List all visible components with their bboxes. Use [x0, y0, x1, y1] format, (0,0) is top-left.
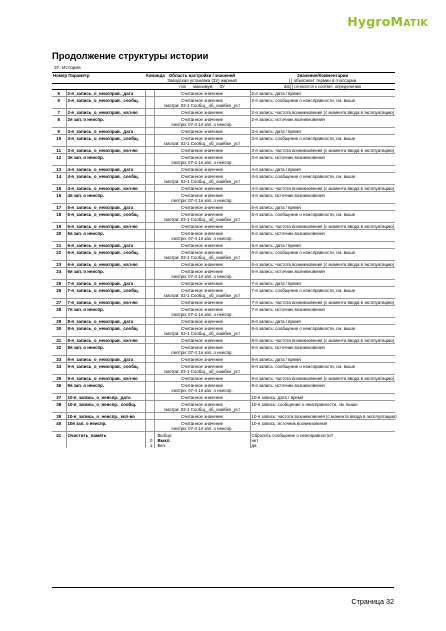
row-area: Считанное значение: [154, 382, 250, 389]
row-area: Считанное значение: [154, 280, 250, 287]
row-parameter: 4-я_запись_о_неисправ._дата: [66, 166, 145, 173]
row-parameter: 6я зап. о неиспр.: [66, 268, 145, 275]
row-parameter: 8-я_запись_о_неисправ._кол-во: [66, 337, 145, 344]
row-value: 5-я запись: сообщение о неисправности, см. выше: [250, 211, 395, 218]
row-value: 7-я запись: сообщение о неисправности, см. выше: [250, 287, 395, 294]
table-row: [52, 413, 395, 420]
row-value: 10-я запись: дата / время: [250, 394, 395, 401]
row-number: 30: [52, 325, 66, 332]
row-number: 35: [52, 375, 66, 382]
row-parameter: 5-я_запись_о_неисправ._кол-во: [66, 223, 145, 230]
row-area: Считанное значение: [154, 394, 250, 401]
table-row: [52, 356, 395, 363]
row-value: 10-я запись: источник возникновения: [250, 420, 395, 427]
row-number: 19: [52, 223, 66, 230]
row-parameter: 7я зап. о неиспр.: [66, 306, 145, 313]
row-value: 3-я запись: частота возникновения (с момента ввода в эксплуатацию): [251, 148, 395, 153]
row-number: 8: [52, 116, 66, 123]
row-area: Считанное значение: [154, 363, 250, 370]
row-parameter: 7-я_запись_о_неисправ._дата: [66, 280, 145, 287]
row-number: 34: [52, 363, 66, 370]
row-number: [52, 443, 66, 448]
row-parameter: 3-я_запись_о_неисправ._кол-во: [66, 147, 145, 154]
row-command: [145, 394, 154, 401]
row-value: 6-я запись: частота возникновения (с момента ввода в эксплуатацию): [251, 262, 395, 267]
row-command: [145, 185, 154, 192]
row-command: [145, 280, 154, 287]
row-command: [145, 90, 154, 97]
row-value: 9-я запись: частота возникновения (с момента ввода в эксплуатацию): [251, 376, 395, 381]
row-value: 10-я запись: сообщение о неисправности, см. выше: [250, 401, 395, 408]
row-area-reference: смотри: 07-4 1я зап. о неиспр.: [154, 350, 250, 356]
row-area: Считанное значение: [154, 413, 250, 420]
table-row: [52, 337, 395, 344]
row-value: 7-я запись: источник возникновения: [250, 306, 395, 313]
row-number: 38: [52, 401, 66, 408]
row-command: [145, 204, 154, 211]
row-number: 41: [52, 432, 66, 439]
row-area: Считанное значение: [154, 192, 250, 199]
row-area-reference: смотри: 02-1 Сообщ._об_ошибке_уст: [154, 103, 250, 109]
row-area-reference: смотри: 07-4 1я зап. о неиспр.: [154, 426, 250, 432]
table-row: [52, 109, 395, 116]
row-number: 39: [52, 413, 66, 420]
row-area: Считанное значение: [154, 154, 250, 161]
row-number: 32: [52, 344, 66, 351]
row-value: 4-я запись: частота возникновения (с момента ввода в эксплуатацию): [251, 186, 395, 191]
row-area-reference: смотри: 02-1 Сообщ._об_ошибке_уст: [154, 369, 250, 375]
row-value: 2-я запись: сообщение о неисправности, см. выше: [250, 97, 395, 104]
row-value: 9-я запись: дата / время: [250, 356, 395, 363]
row-value: 8-я запись: сообщение о неисправности, см. выше: [250, 325, 395, 332]
row-area: Считанное значение: [154, 325, 250, 332]
row-parameter: 9я зап. о неиспр.: [66, 382, 145, 389]
row-option-label: Вкл.: [154, 443, 250, 448]
row-parameter: 4я зап. о неиспр.: [66, 192, 145, 199]
row-area-reference: смотри: 07-4 1я зап. о неиспр.: [154, 388, 250, 394]
row-command: [145, 109, 154, 116]
row-area: Считанное значение: [154, 185, 250, 192]
row-value: 4-я запись: дата / время: [250, 166, 395, 173]
row-parameter: 5-я_запись_о_неисправ._сообщ.: [66, 211, 145, 218]
row-value: 5-я запись: частота возникновения (с момента ввода в эксплуатацию): [251, 224, 395, 229]
row-value: Сбросить сообщение о неисправности?: [250, 432, 395, 439]
table-row-option: [52, 443, 395, 448]
row-parameter: 2я зап. о неиспр.: [66, 116, 145, 123]
row-area-reference: смотри: 02-1 Сообщ._об_ошибке_уст: [154, 293, 250, 299]
history-structure-table: [52, 72, 395, 448]
header-value: Значение/Комментарии [ ] объясняет термин в глоссарии: [250, 73, 395, 84]
row-number: 12: [52, 154, 66, 161]
row-parameter: 9-я_запись_о_неисправ._кол-во: [66, 375, 145, 382]
row-value: 8-я запись: частота возникновения (с момента ввода в эксплуатацию): [251, 338, 395, 343]
row-area-reference: смотри: 02-1 Сообщ._об_ошибке_уст: [154, 255, 250, 261]
row-command: [145, 375, 154, 382]
row-number: 29: [52, 318, 66, 325]
row-number: 25: [52, 280, 66, 287]
table-row: [52, 128, 395, 135]
row-parameter: 9-я_запись_о_неисправ._дата: [66, 356, 145, 363]
row-value: 2-я запись: источник возникновения: [250, 116, 395, 123]
row-number: 40: [52, 420, 66, 427]
row-parameter: 3-я_запись_о_неисправ._дата: [66, 128, 145, 135]
row-parameter: 5-я_запись_о_неисправ._дата: [66, 204, 145, 211]
row-area-reference: смотри: 02-1 Сообщ._об_ошибке_уст: [154, 217, 250, 223]
row-number: 10: [52, 135, 66, 142]
row-area-reference: смотри: 07-4 1я зап. о неиспр.: [154, 274, 250, 280]
row-value: 9-я запись: сообщение о неисправности, см. выше: [250, 363, 395, 370]
row-parameter: 2-я_запись_о_неисправ._сообщ.: [66, 97, 145, 104]
row-value: 6-я запись: источник возникновения: [250, 268, 395, 275]
row-number: 31: [52, 337, 66, 344]
row-parameter: 4-я_запись_о_неисправ._сообщ.: [66, 173, 145, 180]
row-number: 23: [52, 261, 66, 268]
row-value: 9-я запись: источник возникновения: [250, 382, 395, 389]
row-number: 28: [52, 306, 66, 313]
row-value: нет: [250, 438, 395, 443]
row-parameter: 9-я_запись_о_неисправ._сообщ.: [66, 363, 145, 370]
row-area: Считанное значение: [154, 356, 250, 363]
row-parameter: 10-я_запись_о_неиспр._дата: [66, 394, 145, 401]
row-area: Считанное значение: [154, 299, 250, 306]
row-command: [145, 147, 154, 154]
row-area: Считанное значение: [154, 249, 250, 256]
row-area-reference: смотри: 02-1 Сообщ._об_ошибке_уст: [154, 141, 250, 147]
row-value: да: [250, 443, 395, 448]
row-number: 14: [52, 173, 66, 180]
row-number: 36: [52, 382, 66, 389]
row-value: 6-я запись: дата / время: [250, 242, 395, 249]
row-area: Считанное значение: [154, 287, 250, 294]
header-command: Команда: [145, 73, 154, 84]
row-value: 8-я запись: дата / время: [250, 318, 395, 325]
section-label: 37. История: [54, 66, 81, 71]
row-area: Считанное значение: [154, 337, 250, 344]
row-value: 7-я запись: дата / время: [250, 280, 395, 287]
row-parameter: 6-я_запись_о_неисправ._кол-во: [66, 261, 145, 268]
row-command: [145, 223, 154, 230]
row-value: 10-я запись: частота возникновения (с момента ввода в эксплуатацию): [251, 414, 397, 419]
row-value: 4-я запись: источник возникновения: [250, 192, 395, 199]
row-option-label: Выбор:: [154, 432, 250, 439]
row-area: Считанное значение: [154, 204, 250, 211]
row-parameter: 8я зап. о неиспр.: [66, 344, 145, 351]
row-number: 24: [52, 268, 66, 275]
row-area: Считанное значение: [154, 128, 250, 135]
row-area-reference: смотри: 07-4 1я зап. о неиспр.: [154, 160, 250, 166]
row-parameter: 5я зап. о неиспр.: [66, 230, 145, 237]
row-command: [145, 242, 154, 249]
row-area: Считанное значение: [154, 116, 250, 123]
page-title: Продолжение структуры истории: [52, 50, 209, 61]
row-command: [145, 261, 154, 268]
row-number: 27: [52, 299, 66, 306]
row-parameter: 6-я_запись_о_неисправ._дата: [66, 242, 145, 249]
row-parameter: 10-я_запись_о_неиспр._сообщ.: [66, 401, 145, 408]
row-parameter: 8-я_запись_о_неисправ._сообщ: [66, 325, 145, 332]
row-value: 4-я запись: сообщение о неисправности, см. выше: [250, 173, 395, 180]
row-number: 20: [52, 230, 66, 237]
row-area: Считанное значение: [154, 261, 250, 268]
row-command: [145, 166, 154, 173]
table-row: [52, 166, 395, 173]
row-number: 22: [52, 249, 66, 256]
row-area: Считанное значение: [154, 147, 250, 154]
table-row: [52, 147, 395, 154]
row-value: 3-я запись: источник возникновения: [250, 154, 395, 161]
row-area: Считанное значение: [154, 230, 250, 237]
row-option-label: Выкл.: [154, 438, 250, 443]
header-number-parameter: Номер Параметр: [52, 73, 145, 84]
table-row: [52, 223, 395, 230]
row-number: 16: [52, 192, 66, 199]
page-number: Страница 32: [351, 597, 394, 606]
row-number: 33: [52, 356, 66, 363]
row-number: 5: [52, 90, 66, 97]
row-parameter: 2-я_запись_о_неисправ._кол-во: [66, 109, 145, 116]
row-area: Считанное значение: [154, 135, 250, 142]
row-number: 21: [52, 242, 66, 249]
row-value: 2-я запись: дата / время: [250, 90, 395, 97]
row-number: 7: [52, 109, 66, 116]
row-area: Считанное значение: [154, 166, 250, 173]
row-area: Считанное значение: [154, 242, 250, 249]
row-area: Считанное значение: [154, 109, 250, 116]
row-parameter: 3-я_запись_о_неисправ._сообщ.: [66, 135, 145, 142]
row-area: Считанное значение: [154, 420, 250, 427]
row-command: [145, 318, 154, 325]
row-command: [145, 356, 154, 363]
row-area: Считанное значение: [154, 90, 250, 97]
row-parameter: [66, 443, 145, 448]
row-number: 11: [52, 147, 66, 154]
table-row: [52, 242, 395, 249]
header-min-max-zu: min максимум ЗУ: [154, 84, 250, 90]
row-area-reference: смотри: 07-4 1я зап. о неиспр.: [154, 198, 250, 204]
row-number: 37: [52, 394, 66, 401]
table-row: [52, 299, 395, 306]
row-parameter: 10-я_запись_о_неиспр._кол-во: [66, 413, 145, 420]
row-area-reference: смотри: 07-4 1я зап. о неиспр.: [154, 312, 250, 318]
row-value: 3-я запись: дата / время: [250, 128, 395, 135]
table-row: [52, 375, 395, 382]
table-row: [52, 261, 395, 268]
row-parameter: 7-я_запись_о_неисправ._сообщ.: [66, 287, 145, 294]
row-command: [145, 299, 154, 306]
header-value-sub2: dat[ ] относится к соответ. определению: [250, 84, 395, 90]
footer-rule: [52, 587, 394, 588]
row-command: [145, 337, 154, 344]
row-number: 6: [52, 97, 66, 104]
row-value: 7-я запись: частота возникновения (с момента ввода в эксплуатацию): [251, 300, 395, 305]
row-area: Считанное значение: [154, 223, 250, 230]
table-row: [52, 90, 395, 97]
row-number: 26: [52, 287, 66, 294]
row-area-reference: смотри: 02-1 Сообщ._об_ошибке_уст: [154, 179, 250, 185]
row-value: 5-я запись: источник возникновения: [250, 230, 395, 237]
row-command: [145, 128, 154, 135]
row-command: 0: [145, 438, 154, 443]
header-area: Область настройки / значений Заводская установка (3У) жирный: [154, 73, 250, 84]
hygromatik-logo: HygroMATIK: [347, 14, 428, 29]
row-value: 6-я запись: сообщение о неисправности, см. выше: [250, 249, 395, 256]
row-number: 15: [52, 185, 66, 192]
row-number: 18: [52, 211, 66, 218]
row-parameter: 10я зап. о неиспр.: [66, 420, 145, 427]
row-value: 8-я запись: источник возникновения: [250, 344, 395, 351]
table-row: [52, 185, 395, 192]
row-value: 3-я запись: сообщение о неисправности, см. выше: [250, 135, 395, 142]
row-command: 1: [145, 443, 154, 448]
row-number: 9: [52, 128, 66, 135]
row-area: Считанное значение: [154, 268, 250, 275]
table-header-row: [52, 73, 395, 84]
row-parameter: 2-я_запись_о_неисправ._дата: [66, 90, 145, 97]
row-area-reference: смотри: 02-1 Сообщ._об_ошибке_уст: [154, 331, 250, 337]
row-parameter: 3я зап. о неиспр.: [66, 154, 145, 161]
table-row: [52, 318, 395, 325]
row-area: Считанное значение: [154, 401, 250, 408]
row-command: [145, 413, 154, 420]
row-value: 2-я запись: частота возникновения (с момента ввода в эксплуатацию): [251, 110, 395, 115]
row-value: 5-я запись: дата / время: [250, 204, 395, 211]
row-parameter: 7-я_запись_о_неисправ._кол-во: [66, 299, 145, 306]
row-area-reference: смотри: 07-4 1я зап. о неиспр.: [154, 236, 250, 242]
row-parameter: 6-я_запись_о_неисправ._сообщ.: [66, 249, 145, 256]
row-parameter: Очистить_память: [66, 432, 145, 439]
row-area: Считанное значение: [154, 344, 250, 351]
row-number: 13: [52, 166, 66, 173]
row-area-reference: смотри: 07-4 1я зап. о неиспр.: [154, 122, 250, 128]
row-area: Считанное значение: [154, 173, 250, 180]
row-area: Считанное значение: [154, 97, 250, 104]
row-area-reference: смотри: 02-1 Сообщ._об_ошибке_уст: [154, 407, 250, 413]
row-area: Считанное значение: [154, 318, 250, 325]
row-area: Считанное значение: [154, 211, 250, 218]
table-row: [52, 394, 395, 401]
row-area: Считанное значение: [154, 306, 250, 313]
row-parameter: 4-я_запись_о_неисправ._кол-во: [66, 185, 145, 192]
row-number: 17: [52, 204, 66, 211]
row-parameter: 8-я_запись_о_неисправ._дата: [66, 318, 145, 325]
table-row: [52, 280, 395, 287]
table-row: [52, 204, 395, 211]
row-area: Считанное значение: [154, 375, 250, 382]
